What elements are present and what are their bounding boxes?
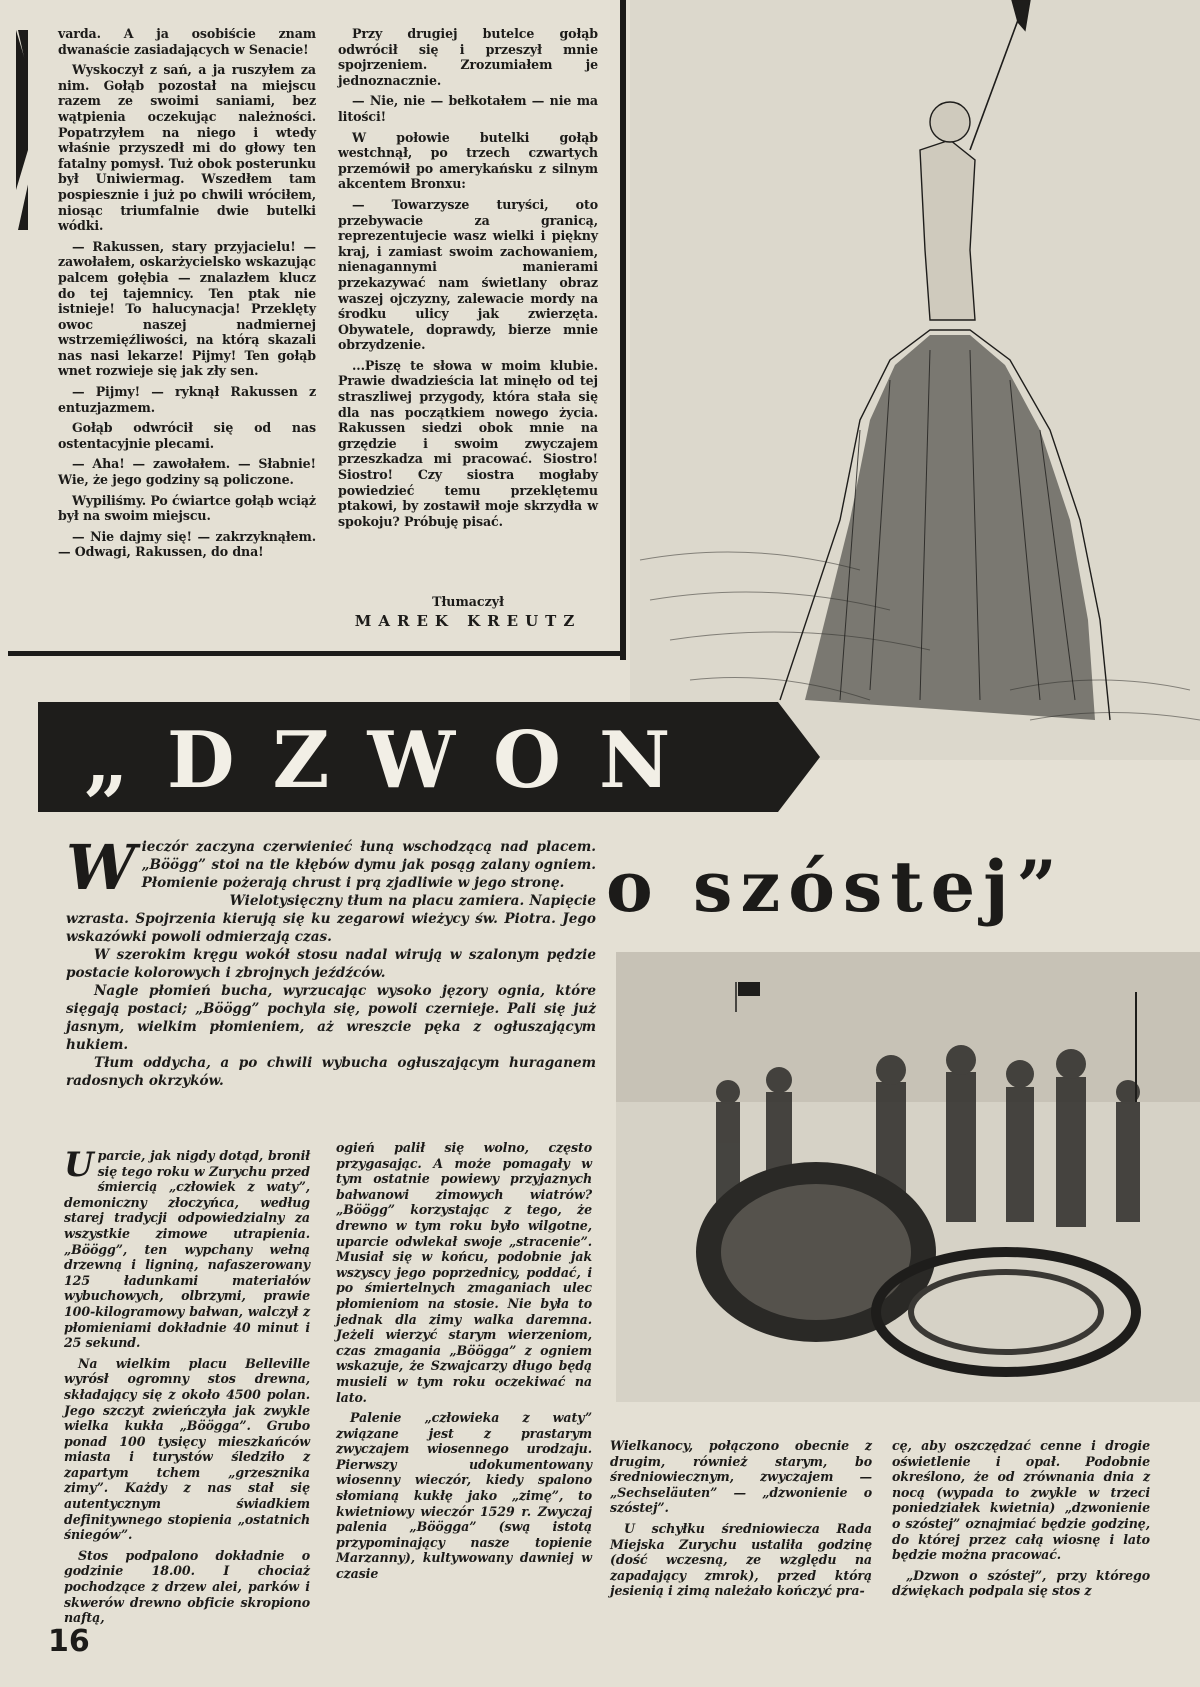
page-number: 16	[48, 1624, 90, 1659]
lower-col1-para: Na wielkim placu Belleville wyrósł ogromny stos drewna, składający się z około 4500 polan. Jego szczyt zwieńczyła jak zwykle wielka kukła „Böögga”. Grubo ponad 100 tysięcy mieszkańców miasta i turystów śledziło z zapartym tchem „grzesznika zimy”. Każdy z nas stał się autentycznym świadkiem definitywnego stopienia „ostatnich śniegów”.	[64, 1355, 310, 1543]
body-dropcap: U	[64, 1145, 94, 1185]
upper-col2-para: — Towarzysze turyści, oto przebywacie za granicą, reprezentujecie wasz wielki i piękny kraj, i zamiast swoim zachowaniem, nienagannymi manierami przekazywać nam świetlany obraz waszej ojczyzny, zalewacie mordy na środku ulicy jak zwierzęta. Obywatele, doprawdy, bierze mnie obrzydzenie.	[338, 196, 598, 353]
lower-col3-para: Wielkanocy, połączono obecnie z drugim, również starym, bo średniowiecznym, zwyczajem — „Sechseläuten” — „dzwonienie o szóstej”.	[610, 1438, 872, 1516]
lead-paragraph: ieczór zaczyna czerwienieć łuną wschodzącą nad placem. „Böögg” stoi na tle kłębów dymu jak posąg zalany ogniem. Płomienie pożerają chrust i prą zjadliwie w jego stronę.	[141, 839, 596, 891]
upper-text-column-2	[338, 26, 598, 534]
upper-col1-para: varda. A ja osobiście znam dwanaście zasiadających w Senacie!	[58, 26, 316, 57]
upper-col1-para: — Nie dajmy się! — zakrzyknąłem. — Odwagi, Rakussen, do dna!	[58, 528, 316, 560]
lead-paragraph: W szerokim kręgu wokół stosu nadal wirują w szalonym pędzie postacie kolorowych i zbrojnych jeźdźców.	[66, 947, 596, 981]
parade-with-tuba-illustration	[616, 952, 1200, 1402]
article-lead	[66, 831, 596, 1090]
lower-col2-para: ogień palił się wolno, często przygasając. A może pomagały w tym ostatnie powiewy przyjaznych bałwanowi zimowych wiatrów? „Böögg” korzystając z tego, że drewno w tym roku było wilgotne, uparcie odwlekał swoje „stracenie”. Musiał się w końcu, podobnie jak wszyscy jego poprzednicy, poddać, i po śmiertelnych zmaganiach ulec płomieniom na stosie. Nie była to jednak dla zimy walka daremna. Jeżeli wierzyć starym wierzeniom, czas zmagania „Böögga” z ogniem wskazuje, że Szwajcarzy długo będą musieli w tym roku oczekiwać na lato.	[336, 1140, 592, 1405]
translator-label: Tłumaczył	[432, 594, 504, 609]
upper-frame-bottom-rule	[8, 651, 626, 656]
lower-text-column-4	[892, 1438, 1150, 1604]
upper-col1-para: — Pijmy! — ryknął Rakussen z entuzjazmem.	[58, 384, 316, 415]
lower-text-column-1	[64, 1145, 310, 1631]
lead-paragraph: Nagle płomień bucha, wyrzucając wysoko jęzory ognia, które sięgają postaci; „Böögg” pochyla się, powoli czernieje. Pali się już jasnym, wielkim płomieniem, aż wreszcie pęka z ogłuszającym hukiem.	[66, 983, 596, 1053]
upper-col2-para: ...Piszę te słowa w moim klubie. Prawie dwadzieścia lat minęło od tej straszliwej przygody, która stała się dla nas początkiem nowego życia. Rakussen siedzi obok mnie na grzędzie i swoim zwyczajem przeszkadza mi pracować. Siostro! Siostro! Czy siostra mogłaby powiedzieć temu przeklętemu ptakowi, by zostawił moje skrzydła w spokoju? Próbuję pisać.	[338, 357, 598, 529]
lead-paragraph: Tłum oddycha, a po chwili wybucha ogłuszającym huraganem radosnych okrzyków.	[66, 1055, 596, 1089]
upper-col2-para: — Nie, nie — bełkotałem — nie ma litości!	[338, 93, 598, 124]
lead-dropcap: W	[66, 831, 136, 904]
lower-col3-para: U schyłku średniowiecza Rada Miejska Zurychu ustaliła godzinę (dość wczesną, ze względu na zapadający zmrok), przed którą jesienią i zimą należało kończyć pra-	[610, 1520, 872, 1599]
upper-col2-para: W połowie butelki gołąb westchnął, po trzech czwartych przemówił po amerykańsku z silnym akcentem Bronxu:	[338, 129, 598, 192]
boogg-on-pyre-illustration	[630, 0, 1200, 760]
upper-frame-right-rule	[620, 0, 626, 660]
lower-col4-para: „Dzwon o szóstej”, przy którego dźwiękach podpala się stos z	[892, 1567, 1150, 1599]
upper-col1-para: Wyskoczył z sań, a ja ruszyłem za nim. Gołąb pozostał na miejscu razem ze swoimi saniami, bez wątpienia oczekując należności. Popatrzyłem na niego i wtedy właśnie przyszedł mi do głowy ten fatalny pomysł. Tuż obok posterunku był Uniwiermag. Wszedłem tam pospiesznie i już po chwili wróciłem, niosąc triumfalnie dwie butelki wódki.	[58, 62, 316, 234]
left-edge-arrow-icon	[0, 30, 28, 230]
upper-text-column-1	[58, 26, 316, 565]
upper-col1-para: — Aha! — zawołałem. — Słabnie! Wie, że jego godziny są policzone.	[58, 456, 316, 488]
upper-col2-para: Przy drugiej butelce gołąb odwrócił się i przeszył mnie spojrzeniem. Zrozumiałem je jednoznacznie.	[338, 26, 598, 88]
upper-col1-para: Gołąb odwrócił się od nas ostentacyjnie plecami.	[58, 420, 316, 451]
translator-name: MAREK KREUTZ	[354, 612, 582, 630]
lower-col1-para: Stos podpalono dokładnie o godzinie 18.00. I chociaż pochodzące z drzew alei, parków i skwerów drewno obficie skropiono naftą,	[64, 1547, 310, 1626]
lower-text-column-2	[336, 1140, 592, 1587]
lower-col2-para: Palenie „człowieka z waty” związane jest z prastarym zwyczajem wiosennego urodzaju. Pierwszy udokumentowany wiosenny wieczór, kiedy spalono słomianą kukłę jako „zimę”, to kwietniowy wieczór 1529 r. Zwyczaj palenia „Böögga” (swą istotą przypominający nasze topienie Marzanny), kultywowany dawniej w czasie	[336, 1410, 592, 1582]
lead-paragraph: Wielotysięczny tłum na placu zamiera. Napięcie wzrasta. Spojrzenia kierują się ku zegarowi wieżycy św. Piotra. Jego wskazówki powoli odmierzają czas.	[66, 893, 596, 945]
lower-col1-para: parcie, jak nigdy dotąd, bronił się tego roku w Zurychu przed śmiercią „człowiek z waty”, demoniczny złoczyńca, według starej tradycji odpowiedzialny za wszystkie zimowe utrapienia. „Böögg”, ten wypchany wełną drzewną i ligniną, nafaszerowany 125 ładunkami materiałów wybuchowych, olbrzymi, prawie 100-kilogramowy bałwan, walczył z płomieniami dokładnie 40 minut i 25 sekund.	[64, 1148, 310, 1351]
upper-col1-para: Wypiliśmy. Po ćwiartce gołąb wciąż był na swoim miejscu.	[58, 492, 316, 524]
lower-text-column-3	[610, 1438, 872, 1604]
article-title-sub: o szóstej”	[606, 845, 1065, 928]
lower-col4-para: cę, aby oszczędzać cenne i drogie oświetlenie i opał. Podobnie określono, że od zrównania dnia z nocą (wypada to zwykle w trzeci poniedziałek kwietnia) „dzwonienie o szóstej” oznajmiać będzie godzinę, do której przez całą wiosnę i lato będzie można pracować.	[892, 1438, 1150, 1563]
article-title-main: „DZWON	[84, 715, 709, 806]
upper-col1-para: — Rakussen, stary przyjacielu! — zawołałem, oskarżycielsko wskazując palcem gołębia — znalazłem klucz do tej tajemnicy. Ten ptak nie istnieje! To halucynacja! Przeklęty owoc naszej nadmiernej wstrzemięźliwości, na którą skazali nas nasi lekarze! Pijmy! Ten gołąb wnet rozwieje się jak zły sen.	[58, 238, 316, 379]
